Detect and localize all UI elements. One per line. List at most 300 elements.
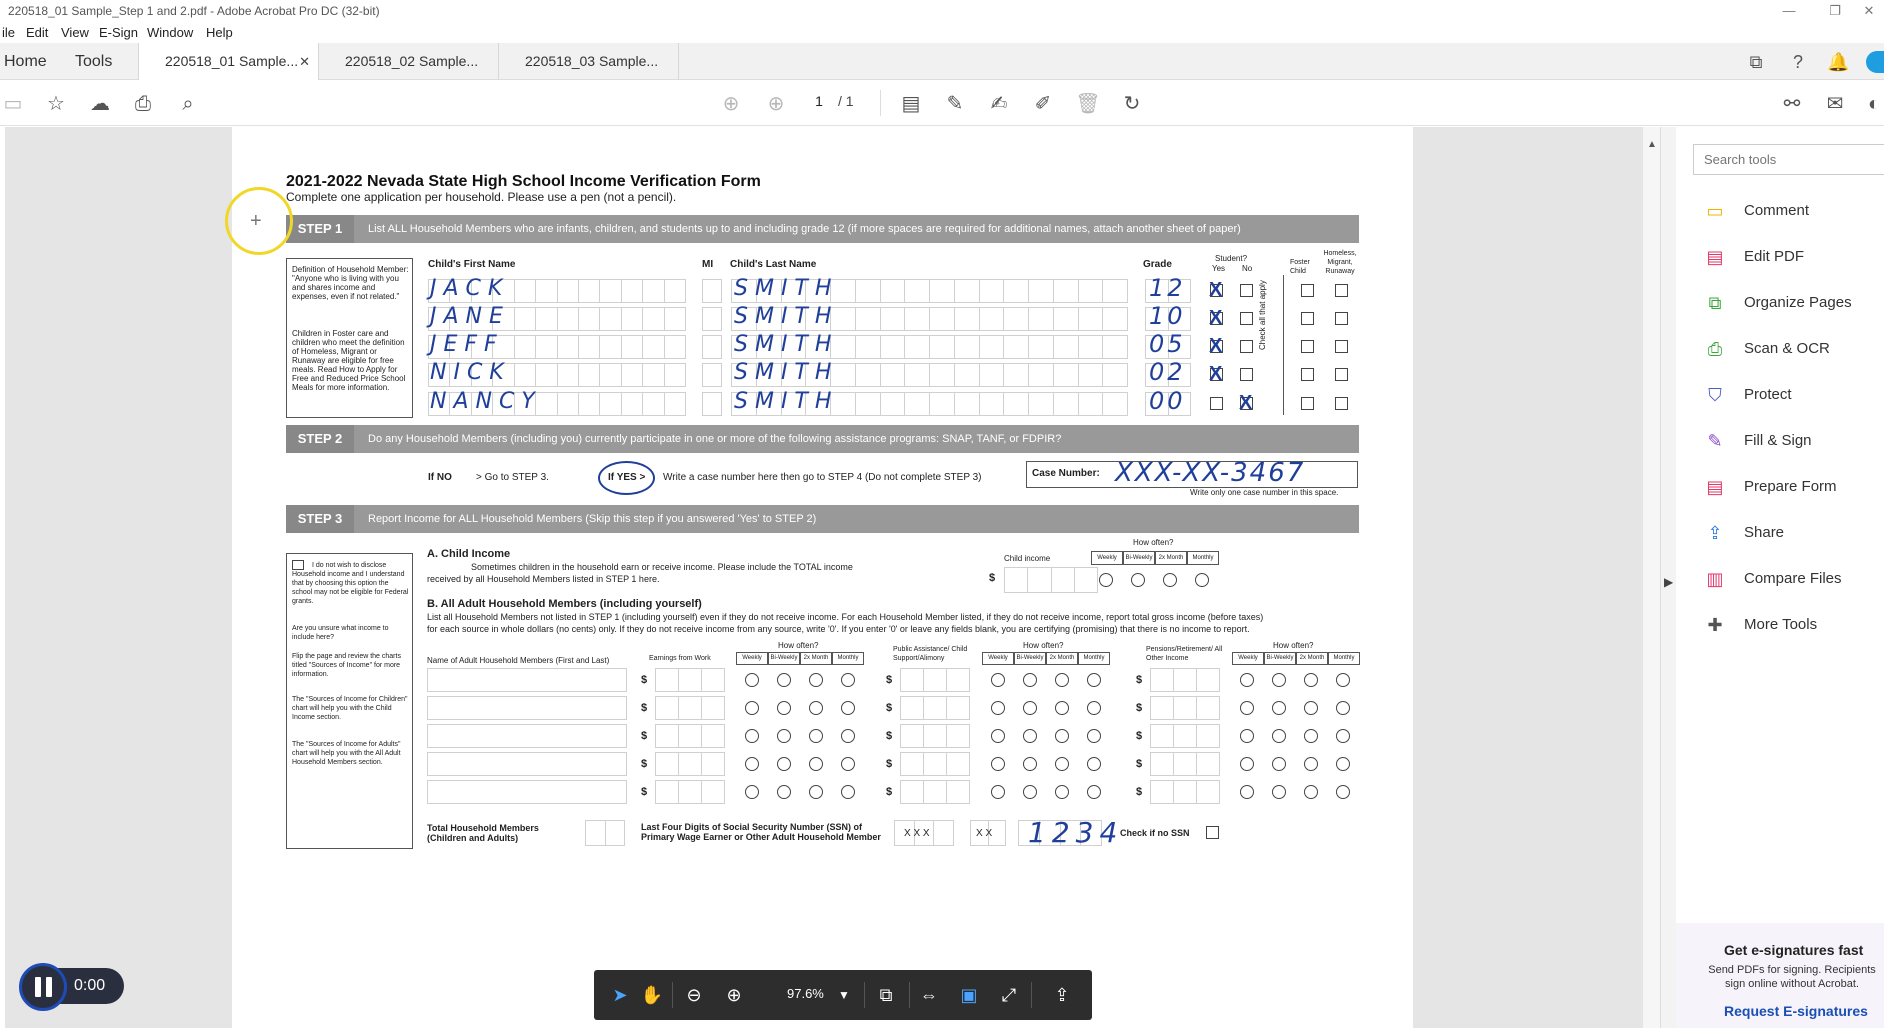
income-amount-input[interactable] bbox=[1150, 752, 1220, 776]
menu-file[interactable]: ile bbox=[2, 25, 16, 40]
adult-name-input[interactable] bbox=[427, 724, 627, 748]
student-yes-checkbox[interactable] bbox=[1210, 397, 1223, 410]
menu-window[interactable]: Window bbox=[147, 25, 194, 40]
page-up-icon[interactable]: ⊕ bbox=[722, 93, 740, 115]
zoom-in-icon[interactable]: ⊕ bbox=[726, 985, 742, 1005]
input-cell bbox=[599, 392, 620, 416]
frequency-radio[interactable] bbox=[1304, 757, 1318, 771]
frequency-radio[interactable] bbox=[1087, 757, 1101, 771]
foster-checkbox[interactable] bbox=[1301, 340, 1314, 353]
sign-icon[interactable]: ✍ bbox=[990, 93, 1008, 115]
frequency-radio[interactable] bbox=[1304, 673, 1318, 687]
print-icon[interactable]: ⎙ bbox=[135, 93, 151, 115]
frequency-radio[interactable] bbox=[1272, 701, 1286, 715]
scroll-up-icon[interactable]: ▲ bbox=[1647, 139, 1657, 150]
input-cell bbox=[855, 335, 880, 359]
search-tools-input[interactable] bbox=[1693, 144, 1884, 175]
zoom-dropdown-icon[interactable]: ▼ bbox=[838, 988, 850, 1002]
close-window-button[interactable]: ✕ bbox=[1863, 3, 1875, 18]
doc-tab-label: 220518_01 Sample... bbox=[165, 53, 299, 69]
input-cell bbox=[655, 780, 678, 804]
frequency-radio[interactable] bbox=[1272, 673, 1286, 687]
tool-item-comment[interactable] bbox=[1704, 197, 1884, 227]
col-mi: MI bbox=[702, 259, 714, 270]
menu-edit[interactable]: Edit bbox=[26, 25, 49, 40]
frequency-header: Monthly bbox=[1187, 551, 1219, 565]
page-view-icon[interactable]: ⧉ bbox=[879, 985, 893, 1005]
frequency-radio[interactable] bbox=[1336, 785, 1350, 799]
frequency-radio[interactable] bbox=[1087, 785, 1101, 799]
dollar-sign: $ bbox=[1136, 702, 1143, 714]
no-ssn-label: Check if no SSN bbox=[1120, 828, 1190, 838]
input-cell bbox=[1196, 696, 1220, 720]
frequency-radio[interactable] bbox=[1336, 757, 1350, 771]
input-cell bbox=[655, 724, 678, 748]
expand-panel-icon[interactable]: ▶ bbox=[1664, 575, 1674, 589]
input-cell bbox=[664, 307, 686, 331]
input-cell bbox=[557, 307, 578, 331]
frequency-radio[interactable] bbox=[1240, 757, 1254, 771]
input-cell bbox=[900, 696, 923, 720]
foster-checkbox[interactable] bbox=[1301, 284, 1314, 297]
frequency-radio[interactable] bbox=[1336, 673, 1350, 687]
input-cell bbox=[855, 279, 880, 303]
share-screen-icon[interactable]: ⧉ bbox=[1749, 52, 1763, 72]
input-cell bbox=[1078, 363, 1103, 387]
minimize-button[interactable]: — bbox=[1782, 3, 1796, 18]
frequency-radio[interactable] bbox=[809, 701, 823, 715]
hand-tool-icon[interactable]: ✋ bbox=[640, 985, 664, 1005]
tools-pane bbox=[1676, 127, 1884, 1028]
frequency-radio[interactable] bbox=[1087, 729, 1101, 743]
child-last-name: SMITH bbox=[734, 304, 839, 329]
frequency-radio[interactable] bbox=[1163, 573, 1177, 587]
frequency-radio[interactable] bbox=[1055, 729, 1069, 743]
frequency-header: 2x Month bbox=[1155, 551, 1187, 565]
input-cell bbox=[664, 392, 686, 416]
student-no-checkbox[interactable] bbox=[1240, 368, 1253, 381]
input-cell bbox=[923, 668, 946, 692]
input-cell bbox=[880, 279, 905, 303]
tab-home[interactable]: Home bbox=[4, 53, 47, 70]
tool-item-more-tools[interactable] bbox=[1704, 611, 1884, 641]
menu-esign[interactable]: E-Sign bbox=[99, 25, 139, 40]
doc-tab-3[interactable] bbox=[499, 43, 679, 80]
frequency-radio[interactable] bbox=[809, 729, 823, 743]
delete-icon[interactable]: 🗑 bbox=[1075, 93, 1101, 115]
homeless-checkbox[interactable] bbox=[1335, 284, 1348, 297]
foster-checkbox[interactable] bbox=[1301, 312, 1314, 325]
child-first-name: JEFF bbox=[430, 332, 504, 357]
dollar-sign: $ bbox=[641, 730, 648, 742]
mi-input[interactable] bbox=[702, 279, 722, 303]
input-cell bbox=[701, 780, 725, 804]
step1-text: List ALL Household Members who are infants, children, and students up to and including grade 12 (if more spaces are required for additional names, attach another sheet of paper) bbox=[368, 223, 1241, 235]
frequency-radio[interactable] bbox=[1055, 785, 1069, 799]
pensions-header: Pensions/Retirement/ All Other Income bbox=[1146, 646, 1223, 662]
search-icon[interactable]: ⌕ bbox=[182, 93, 194, 115]
input-cell bbox=[678, 668, 701, 692]
input-cell bbox=[1196, 724, 1220, 748]
input-cell bbox=[701, 724, 725, 748]
frequency-radio[interactable] bbox=[1099, 573, 1113, 587]
frequency-radio[interactable] bbox=[745, 729, 759, 743]
homeless-checkbox[interactable] bbox=[1335, 340, 1348, 353]
frequency-radio[interactable] bbox=[1055, 757, 1069, 771]
tool-item-label: Edit PDF bbox=[1744, 248, 1805, 265]
frequency-header: Bi-Weekly bbox=[1264, 652, 1296, 665]
frequency-radio[interactable] bbox=[1195, 573, 1209, 587]
input-cell bbox=[701, 668, 725, 692]
frequency-radio[interactable] bbox=[777, 673, 791, 687]
input-cell bbox=[923, 780, 946, 804]
input-cell bbox=[701, 696, 725, 720]
frequency-radio[interactable] bbox=[745, 701, 759, 715]
comment-icon: ▭ bbox=[1706, 201, 1724, 221]
frequency-radio[interactable] bbox=[1023, 757, 1037, 771]
toolbar bbox=[0, 80, 1884, 126]
frequency-radio[interactable] bbox=[1087, 701, 1101, 715]
tool-item-label: Fill & Sign bbox=[1744, 432, 1812, 449]
input-cell bbox=[1150, 724, 1173, 748]
page-number-input[interactable]: 1 bbox=[815, 93, 823, 109]
homeless-checkbox[interactable] bbox=[1335, 368, 1348, 381]
tool-item-protect[interactable] bbox=[1704, 381, 1884, 411]
write-case-instruction: Write a case number here then go to STEP 4 (Do not complete STEP 3) bbox=[663, 472, 982, 483]
frequency-radio[interactable] bbox=[991, 757, 1005, 771]
tool-item-label: Organize Pages bbox=[1744, 294, 1852, 311]
stamp-icon[interactable]: ✐ bbox=[1034, 93, 1052, 115]
tool-item-label: More Tools bbox=[1744, 616, 1818, 633]
frequency-radio[interactable] bbox=[777, 757, 791, 771]
frequency-header: Weekly bbox=[1091, 551, 1123, 565]
child-last-name: SMITH bbox=[734, 276, 839, 301]
income-amount-input[interactable] bbox=[1150, 724, 1220, 748]
input-cell bbox=[678, 780, 701, 804]
frequency-radio[interactable] bbox=[1131, 573, 1145, 587]
input-cell bbox=[702, 392, 722, 416]
tool-item-share[interactable] bbox=[1704, 519, 1884, 549]
frequency-radio[interactable] bbox=[1087, 673, 1101, 687]
frequency-radio[interactable] bbox=[841, 729, 855, 743]
zoom-level[interactable]: 97.6% bbox=[787, 986, 824, 1001]
title-bar bbox=[0, 0, 1884, 23]
highlight-pen-icon[interactable]: ✎ bbox=[946, 93, 964, 115]
input-cell bbox=[599, 279, 620, 303]
tab-tools[interactable]: Tools bbox=[75, 53, 113, 70]
income-amount-input[interactable] bbox=[900, 696, 970, 720]
tool-item-organize-pages[interactable] bbox=[1704, 289, 1884, 319]
frequency-radio[interactable] bbox=[745, 785, 759, 799]
dollar-sign: $ bbox=[886, 674, 893, 686]
input-cell bbox=[1003, 307, 1028, 331]
rotate-icon[interactable]: ↻ bbox=[1123, 93, 1141, 115]
frequency-radio[interactable] bbox=[1023, 729, 1037, 743]
income-amount-input[interactable] bbox=[655, 696, 725, 720]
dollar-sign: $ bbox=[1136, 674, 1143, 686]
input-cell bbox=[946, 696, 970, 720]
dollar-sign: $ bbox=[641, 702, 648, 714]
input-cell bbox=[514, 335, 535, 359]
foster-checkbox[interactable] bbox=[1301, 368, 1314, 381]
input-cell bbox=[664, 279, 686, 303]
input-cell bbox=[979, 392, 1004, 416]
star-icon[interactable]: ☆ bbox=[47, 93, 65, 115]
fit-page-icon[interactable]: ▣ bbox=[960, 985, 978, 1005]
close-tab-icon[interactable]: ✕ bbox=[299, 54, 310, 69]
col-foster: Foster Child bbox=[1290, 259, 1310, 275]
income-amount-input[interactable] bbox=[900, 780, 970, 804]
input-cell bbox=[1102, 335, 1128, 359]
input-cell bbox=[979, 363, 1004, 387]
frequency-radio[interactable] bbox=[745, 673, 759, 687]
income-amount-input[interactable] bbox=[655, 668, 725, 692]
comment-icon[interactable]: ▤ bbox=[901, 93, 921, 115]
definition-box bbox=[286, 258, 413, 418]
floating-toolbar bbox=[594, 970, 1092, 1020]
ssn-digits: 1234 bbox=[1028, 816, 1124, 849]
pause-icon bbox=[46, 977, 52, 997]
student-no-checkbox[interactable] bbox=[1240, 312, 1253, 325]
frequency-radio[interactable] bbox=[809, 785, 823, 799]
input-cell bbox=[1173, 696, 1196, 720]
adult-name-input[interactable] bbox=[427, 780, 627, 804]
input-cell bbox=[880, 363, 905, 387]
input-cell bbox=[578, 363, 599, 387]
dollar-sign: $ bbox=[1136, 730, 1143, 742]
tool-item-compare-files[interactable] bbox=[1704, 565, 1884, 595]
tool-item-edit-pdf[interactable] bbox=[1704, 243, 1884, 273]
email-icon[interactable]: ✉ bbox=[1826, 93, 1844, 115]
input-cell bbox=[535, 307, 556, 331]
input-cell bbox=[535, 279, 556, 303]
input-cell bbox=[514, 363, 535, 387]
tool-item-label: Scan & OCR bbox=[1744, 340, 1830, 357]
student-no-checkbox[interactable] bbox=[1240, 340, 1253, 353]
input-cell bbox=[1102, 392, 1128, 416]
go-to-step3: > Go to STEP 3. bbox=[476, 472, 549, 483]
vertical-scrollbar[interactable] bbox=[1642, 127, 1660, 1028]
help-icon[interactable]: ? bbox=[1792, 52, 1803, 72]
input-cell bbox=[904, 335, 929, 359]
menu-help[interactable]: Help bbox=[206, 25, 233, 40]
frequency-header: Weekly bbox=[736, 652, 768, 665]
frequency-radio[interactable] bbox=[841, 673, 855, 687]
total-members-label: Total Household Members (Children and Adults) bbox=[427, 823, 539, 843]
mi-input[interactable] bbox=[702, 307, 722, 331]
account-icon[interactable]: ◐ bbox=[1867, 93, 1881, 115]
input-cell bbox=[621, 335, 642, 359]
frequency-radio[interactable] bbox=[1023, 785, 1037, 799]
child-grade: 02 bbox=[1149, 358, 1186, 386]
income-amount-input[interactable] bbox=[900, 724, 970, 748]
select-cursor-icon[interactable]: ➤ bbox=[612, 985, 628, 1005]
frequency-radio[interactable] bbox=[991, 729, 1005, 743]
tool-item-label: Compare Files bbox=[1744, 570, 1842, 587]
frequency-radio[interactable] bbox=[991, 673, 1005, 687]
tool-item-fill-sign[interactable] bbox=[1704, 427, 1884, 457]
child-grade: 05 bbox=[1149, 330, 1186, 358]
step3-text: Report Income for ALL Household Members (Skip this step if you answered 'Yes' to STEP 2) bbox=[368, 513, 817, 525]
frequency-radio[interactable] bbox=[1240, 785, 1254, 799]
input-cell bbox=[702, 335, 722, 359]
restore-button[interactable]: ❐ bbox=[1829, 3, 1841, 18]
mi-input[interactable] bbox=[702, 363, 722, 387]
frequency-radio[interactable] bbox=[841, 757, 855, 771]
dollar-sign: $ bbox=[641, 674, 648, 686]
adult-text1: List all Household Members not listed in STEP 1 (including yourself) even if they do not receive income. For each Household Member listed, if they do not receive income, report total gross income (before taxes) bbox=[427, 612, 1264, 622]
window-title: 220518_01 Sample_Step 1 and 2.pdf - Adobe Acrobat Pro DC (32-bit) bbox=[8, 4, 380, 18]
child-grade: 12 bbox=[1149, 274, 1186, 302]
pause-button[interactable] bbox=[19, 963, 67, 1011]
mi-input[interactable] bbox=[702, 392, 722, 416]
input-cell bbox=[655, 668, 678, 692]
input-cell bbox=[557, 392, 578, 416]
input-cell bbox=[929, 279, 954, 303]
input-cell bbox=[599, 335, 620, 359]
unsure-text: Are you unsure what income to include here? bbox=[292, 625, 389, 641]
frequency-radio[interactable] bbox=[777, 729, 791, 743]
bell-icon[interactable]: 🔔 bbox=[1827, 52, 1850, 72]
adult-name-input[interactable] bbox=[427, 668, 627, 692]
frequency-radio[interactable] bbox=[991, 785, 1005, 799]
frequency-radio[interactable] bbox=[777, 701, 791, 715]
request-esignatures-link[interactable]: Request E-signatures bbox=[1724, 1003, 1868, 1019]
input-cell bbox=[1173, 724, 1196, 748]
menu-bar bbox=[0, 23, 1884, 43]
dollar-sign: $ bbox=[1136, 786, 1143, 798]
input-cell bbox=[535, 363, 556, 387]
dollar-sign: $ bbox=[886, 702, 893, 714]
frequency-radio[interactable] bbox=[809, 673, 823, 687]
input-cell bbox=[855, 307, 880, 331]
input-cell bbox=[904, 279, 929, 303]
input-cell bbox=[1102, 307, 1128, 331]
income-amount-input[interactable] bbox=[655, 752, 725, 776]
cloud-upload-icon[interactable]: ☁ bbox=[90, 93, 110, 115]
export-icon[interactable]: ⇪ bbox=[1054, 985, 1070, 1005]
student-no-checkbox[interactable] bbox=[1240, 284, 1253, 297]
income-amount-input[interactable] bbox=[655, 780, 725, 804]
input-cell bbox=[900, 668, 923, 692]
input-cell bbox=[678, 696, 701, 720]
right-panel-toggle[interactable] bbox=[1660, 127, 1676, 1028]
frequency-radio[interactable] bbox=[841, 701, 855, 715]
frequency-radio[interactable] bbox=[1272, 785, 1286, 799]
doc-tab-1[interactable] bbox=[138, 43, 319, 81]
input-cell bbox=[678, 752, 701, 776]
page-down-icon[interactable]: ⊕ bbox=[767, 93, 785, 115]
edit-pdf-icon: ▤ bbox=[1706, 247, 1724, 267]
avatar[interactable] bbox=[1866, 51, 1884, 73]
doc-tab-2[interactable] bbox=[319, 43, 499, 80]
homeless-checkbox[interactable] bbox=[1335, 312, 1348, 325]
dollar-sign: $ bbox=[886, 730, 893, 742]
frequency-radio[interactable] bbox=[1272, 757, 1286, 771]
frequency-radio[interactable] bbox=[841, 785, 855, 799]
no-ssn-checkbox[interactable] bbox=[1206, 826, 1219, 839]
total-members-input[interactable] bbox=[585, 820, 625, 846]
input-cell bbox=[664, 335, 686, 359]
input-cell bbox=[664, 363, 686, 387]
homeless-checkbox[interactable] bbox=[1335, 397, 1348, 410]
child-first-name: NICK bbox=[430, 360, 511, 385]
esign-promo bbox=[1676, 923, 1884, 1028]
income-amount-input[interactable] bbox=[655, 724, 725, 748]
frequency-radio[interactable] bbox=[777, 785, 791, 799]
col-no: No bbox=[1242, 264, 1253, 273]
foster-checkbox[interactable] bbox=[1301, 397, 1314, 410]
income-amount-input[interactable] bbox=[1150, 696, 1220, 720]
save-icon[interactable]: ▭ bbox=[3, 93, 23, 115]
link-icon[interactable]: ⚯ bbox=[1783, 93, 1801, 115]
frequency-radio[interactable] bbox=[1023, 701, 1037, 715]
mi-input[interactable] bbox=[702, 335, 722, 359]
adult-name-input[interactable] bbox=[427, 752, 627, 776]
student-check-mark: X bbox=[1209, 363, 1223, 385]
frequency-radio[interactable] bbox=[1240, 701, 1254, 715]
tool-item-prepare-form[interactable] bbox=[1704, 473, 1884, 503]
doc-tab-label: 220518_02 Sample... bbox=[345, 53, 479, 69]
menu-view[interactable]: View bbox=[61, 25, 89, 40]
crosshair-cursor-icon: + bbox=[250, 210, 262, 232]
input-cell bbox=[1028, 335, 1053, 359]
compare-files-icon: ▥ bbox=[1706, 569, 1724, 589]
frequency-radio[interactable] bbox=[1304, 701, 1318, 715]
income-amount-input[interactable] bbox=[900, 752, 970, 776]
frequency-radio[interactable] bbox=[1304, 785, 1318, 799]
ssn-label: Last Four Digits of Social Security Number (SSN) of Primary Wage Earner or Other Adult Household Member bbox=[641, 822, 881, 842]
tool-item-scan-ocr[interactable] bbox=[1704, 335, 1884, 365]
video-time: 0:00 bbox=[52, 968, 124, 1004]
frequency-radio[interactable] bbox=[1023, 673, 1037, 687]
income-amount-input[interactable] bbox=[1150, 668, 1220, 692]
full-screen-icon[interactable]: ⤢ bbox=[1001, 985, 1017, 1005]
frequency-radio[interactable] bbox=[745, 757, 759, 771]
input-cell bbox=[702, 307, 722, 331]
fit-width-icon[interactable]: ⇔ bbox=[920, 985, 938, 1005]
frequency-radio[interactable] bbox=[1055, 673, 1069, 687]
frequency-radio[interactable] bbox=[1240, 673, 1254, 687]
child-income-input[interactable] bbox=[1004, 567, 1098, 593]
input-cell bbox=[1078, 307, 1103, 331]
input-cell bbox=[900, 724, 923, 748]
frequency-radio[interactable] bbox=[1272, 729, 1286, 743]
input-cell bbox=[904, 392, 929, 416]
frequency-radio[interactable] bbox=[1240, 729, 1254, 743]
zoom-out-icon[interactable]: ⊖ bbox=[686, 985, 702, 1005]
frequency-radio[interactable] bbox=[809, 757, 823, 771]
input-cell bbox=[578, 279, 599, 303]
income-amount-input[interactable] bbox=[1150, 780, 1220, 804]
input-cell bbox=[1028, 363, 1053, 387]
frequency-radio[interactable] bbox=[991, 701, 1005, 715]
frequency-radio[interactable] bbox=[1055, 701, 1069, 715]
child-income-heading: A. Child Income bbox=[427, 548, 511, 560]
frequency-header: Monthly bbox=[1328, 652, 1360, 665]
household-definition: Definition of Household Member: "Anyone who is living with you and shares income and expenses, even if not related." bbox=[292, 265, 409, 301]
toolbar-divider bbox=[672, 982, 673, 1008]
input-cell bbox=[946, 780, 970, 804]
income-amount-input[interactable] bbox=[900, 668, 970, 692]
input-cell bbox=[929, 307, 954, 331]
input-cell bbox=[1150, 668, 1173, 692]
adult-name-input[interactable] bbox=[427, 696, 627, 720]
frequency-radio[interactable] bbox=[1304, 729, 1318, 743]
input-cell bbox=[655, 752, 678, 776]
frequency-radio[interactable] bbox=[1336, 729, 1350, 743]
frequency-radio[interactable] bbox=[1336, 701, 1350, 715]
